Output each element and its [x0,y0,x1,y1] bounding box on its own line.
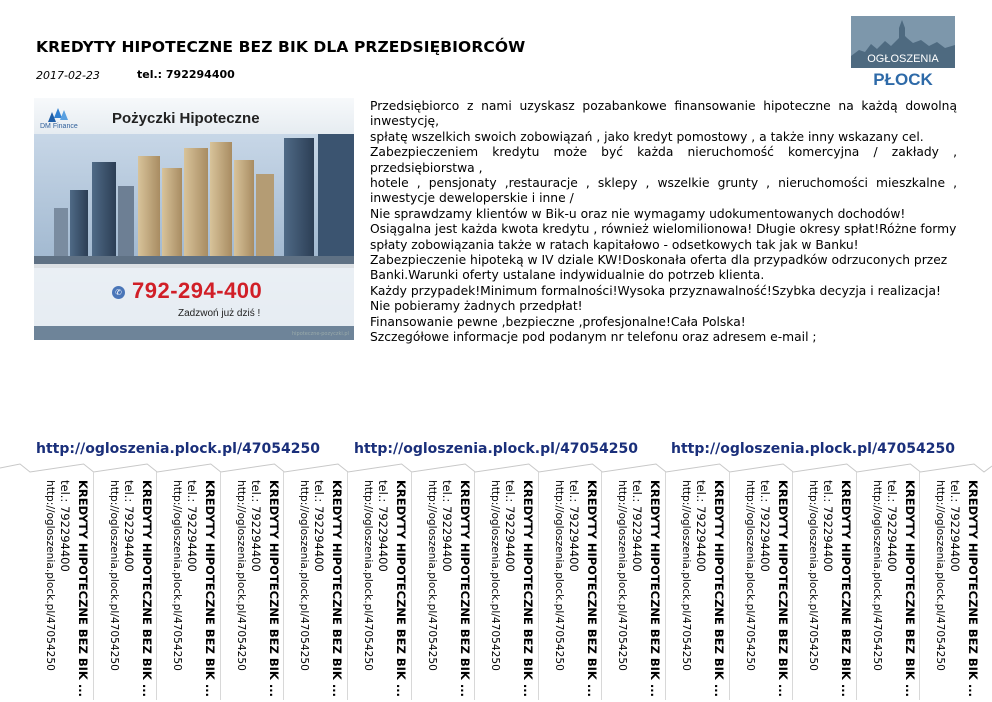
tear-strip-phone: tel.: 792294400 [248,480,263,572]
tear-strip [30,478,92,700]
phone-icon: ✆ [112,286,125,299]
strip-separator [220,472,221,700]
tear-strip-url: http://ogloszenia.plock.pl/47054250 [298,480,311,671]
strip-separator [919,472,920,700]
tear-strip-phone: tel.: 792294400 [948,480,963,572]
strip-separator [156,472,157,700]
ad-call-text: Zadzwoń już dziś ! [178,308,261,319]
tear-strip-url: http://ogloszenia.plock.pl/47054250 [743,480,756,671]
description-line: Nie sprawdzamy klientów w Bik-u oraz nie wymagamy udokumentowanych dochodów! [370,206,906,221]
tear-strip-phone: tel.: 792294400 [121,480,136,572]
description-line: Finansowanie pewne ,bezpieczne ,profesjonalne!Cała Polska! [370,314,746,329]
strip-separator [729,472,730,700]
description-line: Banki.Warunki oferty ustalane indywidualnie do potrzeb klienta. [370,268,765,283]
description-line: Przedsiębiorco z nami uzyskasz pozabankowe finansowanie hipoteczne na każdą dowolną inwestycję, [370,99,957,129]
description-line: Nie pobieramy żadnych przedpłat! [370,299,583,314]
tear-strip [94,478,156,700]
strip-separator [474,472,475,700]
tear-strip-phone: tel.: 792294400 [694,480,708,572]
tear-strip-title: KREDYTY HIPOTECZNE BEZ BIK ... [966,480,981,697]
tear-strip-url: http://ogloszenia.plock.pl/47054250 [362,480,374,671]
listing-title: KREDYTY HIPOTECZNE BEZ BIK DLA PRZEDSIĘBIORCÓW [36,38,526,56]
tear-strip-url: http://ogloszenia.plock.pl/47054250 [234,480,247,671]
tear-strip-phone: tel.: 792294400 [821,480,836,572]
tear-strip [412,478,474,700]
tear-strip-title: KREDYTY HIPOTECZNE BEZ BIK ... [203,480,218,697]
tear-strip-title: KREDYTY HIPOTECZNE BEZ BIK ... [775,480,790,697]
tear-strip-url: http://ogloszenia.plock.pl/47054250 [870,480,883,671]
tear-strip-url: http://ogloszenia.plock.pl/47054250 [425,480,438,671]
strip-separator [601,472,602,700]
tear-strip [793,478,855,700]
listing-phone: tel.: 792294400 [137,68,235,81]
tear-strip [475,478,537,700]
strip-separator [665,472,666,700]
listing-url-link[interactable]: http://ogloszenia.plock.pl/47054250 [354,441,638,457]
ad-heading: Pożyczki Hipoteczne [112,110,260,127]
tear-strip-title: KREDYTY HIPOTECZNE BEZ BIK ... [457,480,472,697]
tear-strip [602,478,664,700]
tear-strip-url: http://ogloszenia.plock.pl/47054250 [44,480,56,671]
tear-strip [730,478,792,700]
ad-phone-number: 792-294-400 [132,278,263,303]
tear-strip-phone: tel.: 792294400 [376,480,390,572]
strip-separator [93,472,94,700]
tear-strip-url: http://ogloszenia.plock.pl/47054250 [616,480,629,671]
listing-url-link[interactable]: http://ogloszenia.plock.pl/47054250 [36,441,320,457]
ad-brand-name: DM Finance [40,123,78,130]
strip-separator [283,472,284,700]
tear-strip-phone: tel.: 792294400 [185,480,200,572]
tear-strip-title: KREDYTY HIPOTECZNE BEZ BIK ... [76,480,90,697]
ad-image [34,98,354,340]
tear-strip-phone: tel.: 792294400 [439,480,454,572]
listing-description [370,99,957,346]
tear-strip [221,478,283,700]
tear-strip-url: http://ogloszenia.plock.pl/47054250 [107,480,120,671]
tear-strip-phone: tel.: 792294400 [58,480,72,572]
strip-separator [411,472,412,700]
tear-strip-title: KREDYTY HIPOTECZNE BEZ BIK ... [648,480,663,697]
listing-url-link[interactable]: http://ogloszenia.plock.pl/47054250 [671,441,955,457]
description-line: Każdy przypadek!Minimum formalności!Wysoka przyznawalność!Szybka decyzja i realizacja! [370,283,941,298]
tear-strip-title: KREDYTY HIPOTECZNE BEZ BIK ... [394,480,408,697]
tear-strip [539,478,601,700]
tear-strip [284,478,346,700]
strip-separator [538,472,539,700]
site-logo[interactable] [851,16,955,92]
tear-strip-url: http://ogloszenia.plock.pl/47054250 [934,480,947,671]
tear-strip-phone: tel.: 792294400 [312,480,327,572]
tear-strip-title: KREDYTY HIPOTECZNE BEZ BIK ... [712,480,726,697]
tear-strip-phone: tel.: 792294400 [503,480,518,572]
tear-strip [348,478,410,700]
tear-strip [157,478,219,700]
tear-strip-url: http://ogloszenia.plock.pl/47054250 [171,480,184,671]
strip-separator [347,472,348,700]
description-line: Zabezpieczeniem kredytu może być każda nieruchomość komercyjna / zakłady , przedsiębiorstwa , [370,145,957,175]
tear-strip [857,478,919,700]
tear-strip-title: KREDYTY HIPOTECZNE BEZ BIK ... [266,480,281,697]
description-line: Zabezpieczenie hipoteką w IV dziale KW!Doskonała oferta dla przypadków odrzuconych przez [370,253,948,268]
tear-strip-url: http://ogloszenia.plock.pl/47054250 [680,480,692,671]
description-line: hotele , pensjonaty ,restauracje , sklepy , wszelkie grunty , nieruchomości mieszkalne , inwestycje deweloperskie i inne / [370,176,957,206]
logo-text-plock: PŁOCK [873,70,933,89]
tear-strip [920,478,982,700]
tear-strip-title: KREDYTY HIPOTECZNE BEZ BIK ... [584,480,599,697]
description-line: spłatę wszelkich swoich zobowiązań , jako kredyt pomostowy , a także inny wskazany cel. [370,129,924,144]
tear-strip-url: http://ogloszenia.plock.pl/47054250 [552,480,565,671]
tear-strip-phone: tel.: 792294400 [884,480,899,572]
description-line: Szczegółowe informacje pod podanym nr telefonu oraz adresem e-mail ; [370,330,817,345]
tear-strip-title: KREDYTY HIPOTECZNE BEZ BIK ... [839,480,854,697]
ad-footer-text: hipoteczne-pozyczki.pl [292,331,349,337]
strip-separator [856,472,857,700]
tear-strip-title: KREDYTY HIPOTECZNE BEZ BIK ... [330,480,345,697]
tear-strip-title: KREDYTY HIPOTECZNE BEZ BIK ... [521,480,536,697]
tear-strip [666,478,728,700]
tear-strip-url: http://ogloszenia.plock.pl/47054250 [807,480,820,671]
tear-strip-title: KREDYTY HIPOTECZNE BEZ BIK ... [902,480,917,697]
tear-strip-url: http://ogloszenia.plock.pl/47054250 [489,480,502,671]
listing-date: 2017-02-23 [36,69,100,82]
tear-strips [0,470,992,702]
logo-text-ogloszenia: OGŁOSZENIA [867,53,939,65]
description-line: spłaty zobowiązania także w ratach kapitałowo - odsetkowych tak jak w Banku! [370,237,859,252]
tear-strip-title: KREDYTY HIPOTECZNE BEZ BIK ... [139,480,154,697]
description-line: Osiągalna jest każda kwota kredytu , również wielomilionowa! Długie okresy spłat!Różne formy [370,222,957,237]
tear-strip-phone: tel.: 792294400 [566,480,581,572]
tear-strip-phone: tel.: 792294400 [757,480,772,572]
strip-separator [792,472,793,700]
tear-strip-phone: tel.: 792294400 [630,480,645,572]
